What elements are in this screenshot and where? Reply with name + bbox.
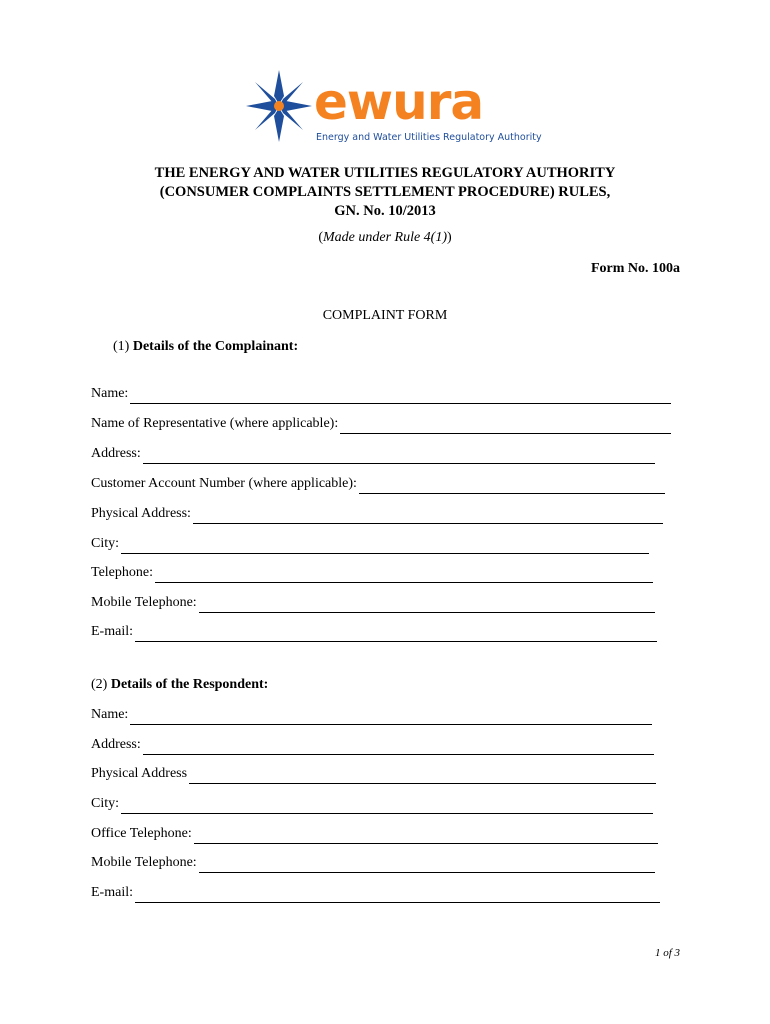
complainant-representative-line[interactable] <box>340 419 671 434</box>
respondent-name-field[interactable]: Name: <box>91 705 652 725</box>
respondent-physical-address-field[interactable]: Physical Address <box>91 764 656 784</box>
section-respondent-heading: (2) Details of the Respondent: <box>91 677 269 692</box>
complainant-name-field[interactable]: Name: <box>91 384 671 404</box>
respondent-city-field[interactable]: City: <box>91 794 653 814</box>
title-line-2: (CONSUMER COMPLAINTS SETTLEMENT PROCEDURE) RULES, <box>159 184 611 200</box>
respondent-mobile-field[interactable]: Mobile Telephone: <box>91 853 655 873</box>
respondent-physical-address-line[interactable] <box>189 769 656 784</box>
title-line-1: THE ENERGY AND WATER UTILITIES REGULATORY AUTHORITY <box>154 165 616 181</box>
page-number: 1 of 3 <box>654 947 680 959</box>
complainant-account-number-line[interactable] <box>359 479 665 494</box>
complainant-email-line[interactable] <box>135 627 657 642</box>
complainant-telephone-line[interactable] <box>155 568 653 583</box>
made-under-rule: (Made under Rule 4(1)) <box>318 230 452 245</box>
respondent-city-line[interactable] <box>121 799 653 814</box>
complainant-physical-address-line[interactable] <box>193 509 663 524</box>
form-heading: COMPLAINT FORM <box>322 308 448 323</box>
respondent-email-field[interactable]: E-mail: <box>91 883 660 903</box>
complainant-mobile-line[interactable] <box>199 598 655 613</box>
complainant-address-line[interactable] <box>143 449 655 464</box>
respondent-email-line[interactable] <box>135 888 660 903</box>
title-line-3: GN. No. 10/2013 <box>334 203 436 219</box>
respondent-name-line[interactable] <box>130 710 652 725</box>
complainant-physical-address-field[interactable]: Physical Address: <box>91 504 663 524</box>
ewura-logo <box>244 66 542 150</box>
complainant-representative-field[interactable]: Name of Representative (where applicable): <box>91 414 671 434</box>
complainant-city-line[interactable] <box>121 539 649 554</box>
form-number: Form No. 100a <box>590 261 680 276</box>
complainant-email-field[interactable]: E-mail: <box>91 622 657 642</box>
complainant-city-field[interactable]: City: <box>91 534 649 554</box>
respondent-office-telephone-line[interactable] <box>194 829 658 844</box>
complainant-telephone-field[interactable]: Telephone: <box>91 563 653 583</box>
respondent-address-line[interactable] <box>143 740 654 755</box>
respondent-address-field[interactable]: Address: <box>91 735 654 755</box>
complainant-account-number-field[interactable]: Customer Account Number (where applicable): <box>91 474 665 494</box>
logo-tagline: Energy and Water Utilities Regulatory Authority <box>316 132 542 143</box>
complainant-name-line[interactable] <box>130 389 671 404</box>
complainant-address-field[interactable]: Address: <box>91 444 655 464</box>
respondent-mobile-line[interactable] <box>199 858 655 873</box>
section-complainant-heading: (1) Details of the Complainant: <box>113 339 299 354</box>
logo-wordmark: ewura <box>314 73 484 131</box>
respondent-office-telephone-field[interactable]: Office Telephone: <box>91 824 658 844</box>
complainant-mobile-field[interactable]: Mobile Telephone: <box>91 593 655 613</box>
ewura-star-icon <box>244 66 314 146</box>
